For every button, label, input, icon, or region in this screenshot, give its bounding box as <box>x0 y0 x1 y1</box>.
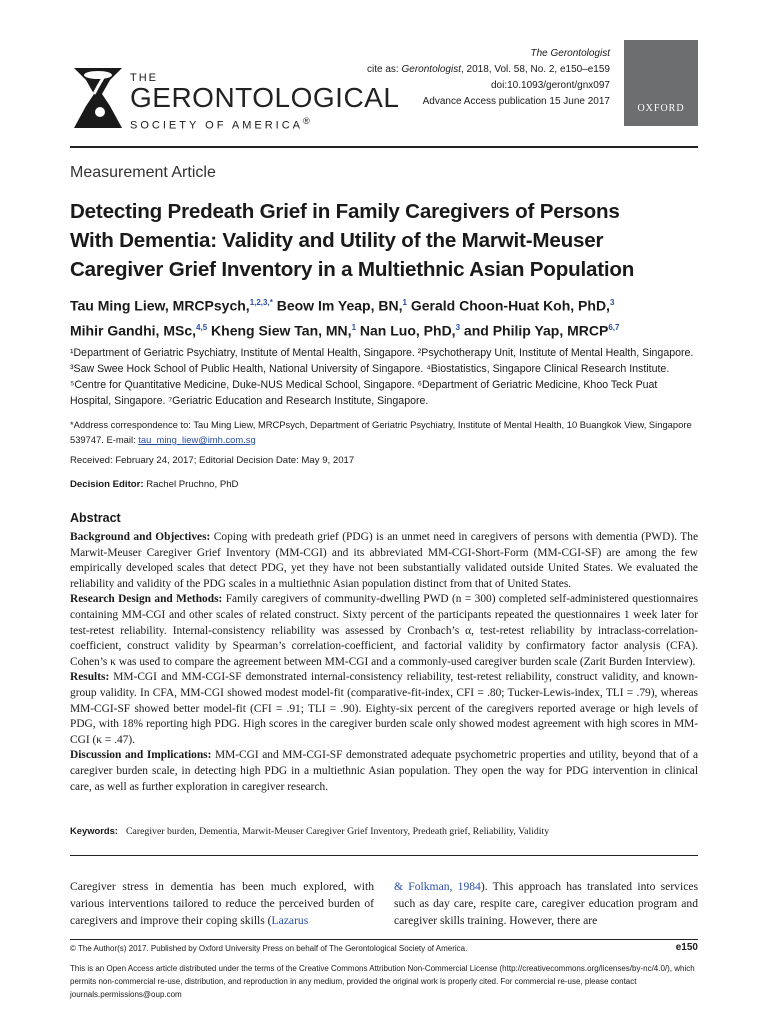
doi-line[interactable]: doi:10.1093/geront/gnx097 <box>491 80 610 91</box>
abstract-section-text: MM-CGI and MM-CGI-SF demonstrated internal-consistency reliability, test-retest reliability, construct validity, and known-group validity. In CFA, MM-CGI showed modest model-fit (comparative-fit-index, CFI = .80; Tucker-Lewis-index, TLI = .79), whereas MM-CGI-SF showed better model-fit (CFI = .91; TLI = .90). Eighty-six percent of the caregivers reported average or high levels of PDG, with 18% reporting high PDG. High scores in the caregiver burden scale only showed modest agreement with high scores in MM-CGI (κ = .47). <box>70 671 698 746</box>
abstract-section-text: Coping with predeath grief (PDG) is an unmet need in caregivers of persons with dementia (PWD). The Marwit-Meuser Caregiver Grief Inventory (MM-CGI) and its abbreviated MM-CGI-Short-Form (MM-CGI-SF) are among the few empirically developed scales that detect PDG, yet they have not been substantially validated outside United States. We evaluated the reliability and validity of the PDG scales in a multiethnic Asian population distinct from that of United States. <box>70 531 698 590</box>
author-affiliation-ref[interactable]: 3 <box>455 322 461 332</box>
abstract-body <box>70 530 698 795</box>
title-line: With Dementia: Validity and Utility of the Marwit-Meuser <box>70 229 604 252</box>
logo-sub-text: SOCIETY OF AMERICA® <box>130 116 313 132</box>
author: Mihir Gandhi, MSc, <box>70 322 197 339</box>
abstract-section-label: Background and Objectives: <box>70 531 211 543</box>
abstract-heading: Abstract <box>70 511 121 525</box>
article-type: Measurement Article <box>70 164 216 181</box>
author: Kheng Siew Tan, MN, <box>211 322 352 339</box>
citation-block <box>290 46 610 110</box>
copyright-notice: © The Author(s) 2017. Published by Oxford University Press on behalf of The Gerontological Society of America. <box>70 944 468 953</box>
article-title <box>70 197 710 284</box>
keywords-list: Caregiver burden, Dementia, Marwit-Meuser Caregiver Grief Inventory, Predeath grief, Reliability, Validity <box>125 826 550 837</box>
author: Beow Im Yeap, BN, <box>276 297 403 314</box>
affiliations: ¹Department of Geriatric Psychiatry, Institute of Mental Health, Singapore. ²Psychotherapy Unit, Institute of Mental Health, Singapore. ³Saw Swee Hock School of Public Health, National University of Singapore. ⁴Biostatistics, Singapore Clinical Research Institute. ⁵Centre for Quantitative Medicine, Duke-NUS Medical School, Singapore. ⁶Department of Geriatric Medicine, Khoo Teck Puat Hospital, Singapore. ⁷Geriatric Education and Research Institute, Singapore. <box>70 347 694 407</box>
received-dates: Received: February 24, 2017; Editorial Decision Date: May 9, 2017 <box>70 455 355 466</box>
citation-line: cite as: Gerontologist, 2018, Vol. 58, No. 2, e150–e159 <box>367 64 610 75</box>
logo-the-text: THE <box>130 72 158 84</box>
footer-divider <box>70 939 698 940</box>
author-affiliation-ref[interactable]: 1 <box>351 322 357 332</box>
page-number: e150 <box>675 942 698 953</box>
email-link[interactable]: tau_ming_liew@imh.com.sg <box>138 434 256 445</box>
abstract-section-label: Results: <box>70 671 110 684</box>
license-notice: This is an Open Access article distributed under the terms of the Creative Commons Attribution Non-Commercial License (http://creativecommons.org/licenses/by-nc/4.0/), which permits non-commercial re-use, distribution, and reproduction in any medium, provided the original work is properly cited. For commercial re-use, please contact journals.permissions@oup.com <box>70 964 695 999</box>
author-affiliation-ref[interactable]: 1 <box>402 298 407 307</box>
author-affiliation-ref[interactable]: 3 <box>609 298 615 307</box>
journal-name: The Gerontologist <box>530 48 610 59</box>
decision-editor: Decision Editor: Rachel Pruchno, PhD <box>70 479 239 490</box>
author-affiliation-ref[interactable]: 4,5 <box>196 322 208 332</box>
correspondence: *Address correspondence to: Tau Ming Liew, MRCPsych, Department of Geriatric Psychiatry, Institute of Mental Health, 10 Buangkok View, Singapore 539747. E-mail: tau_ming_liew@imh.com.sg <box>70 419 692 445</box>
author: Nan Luo, PhD, <box>359 322 456 339</box>
title-line: Detecting Predeath Grief in Family Caregivers of Persons <box>70 200 620 223</box>
abstract-section-text: MM-CGI and MM-CGI-SF demonstrated adequate psychometric properties and utility, beyond that of a caregiver burden scale, in detecting high PDG in a multiethnic Asian population. They open the way for PDG intervention in clinical care, as well as further exploration in caregiver research. <box>70 749 699 793</box>
oxford-logo-text: OXFORD <box>637 103 685 114</box>
author: Tau Ming Liew, MRCPsych, <box>70 297 250 314</box>
oxford-logo <box>624 40 698 126</box>
author-affiliation-ref[interactable]: 6,7 <box>608 322 620 332</box>
header-divider <box>70 146 698 148</box>
body-column-1: Caregiver stress in dementia has been much explored, with various interventions tailored to reduce the perceived burden of caregivers and improve their coping skills (Lazarus <box>70 880 374 927</box>
author: and Philip Yap, MRCP <box>463 322 609 339</box>
logo-name-text: GERONTOLOGICAL <box>130 82 400 113</box>
author: Gerald Choon-Huat Koh, PhD, <box>410 297 610 314</box>
keywords-label: Keywords: <box>70 825 118 836</box>
abstract-divider <box>70 855 698 856</box>
author-affiliation-ref[interactable]: 1,2,3,* <box>249 298 273 307</box>
author-list <box>70 292 710 341</box>
keywords <box>70 825 698 837</box>
abstract-section-label: Discussion and Implications: <box>70 749 212 762</box>
citation-link[interactable]: Lazarus <box>271 914 309 927</box>
advance-access-line: Advance Access publication 15 June 2017 <box>422 96 610 107</box>
abstract-section-label: Research Design and Methods: <box>70 593 223 606</box>
body-column-2: & Folkman, 1984). This approach has translated into services such as day care, respite care, caregiver education program and caregiver skills training. However, there are <box>394 880 698 927</box>
hourglass-figure-icon <box>70 66 126 130</box>
abstract-section-text: Family caregivers of community-dwelling PWD (n = 300) completed self-administered questionnaires containing MM-CGI and other scales of related construct. Sixty percent of the participants repeated the questionnaires 1 week later for test-retest reliability. Internal-consistency reliability was assessed by Cronbach’s α, test-retest reliability by intraclass-correlation-coefficient, construct validity by Spearman’s correlation-coefficient, and factorial validity by confirmatory factor analysis (CFA). Cohen’s κ was used to compare the agreement between MM-CGI and a commonly-used caregiver burden scale (Zarit Burden Interview). <box>70 593 698 668</box>
citation-link[interactable]: & Folkman, 1984 <box>394 880 481 893</box>
title-line: Caregiver Grief Inventory in a Multiethnic Asian Population <box>70 258 635 281</box>
